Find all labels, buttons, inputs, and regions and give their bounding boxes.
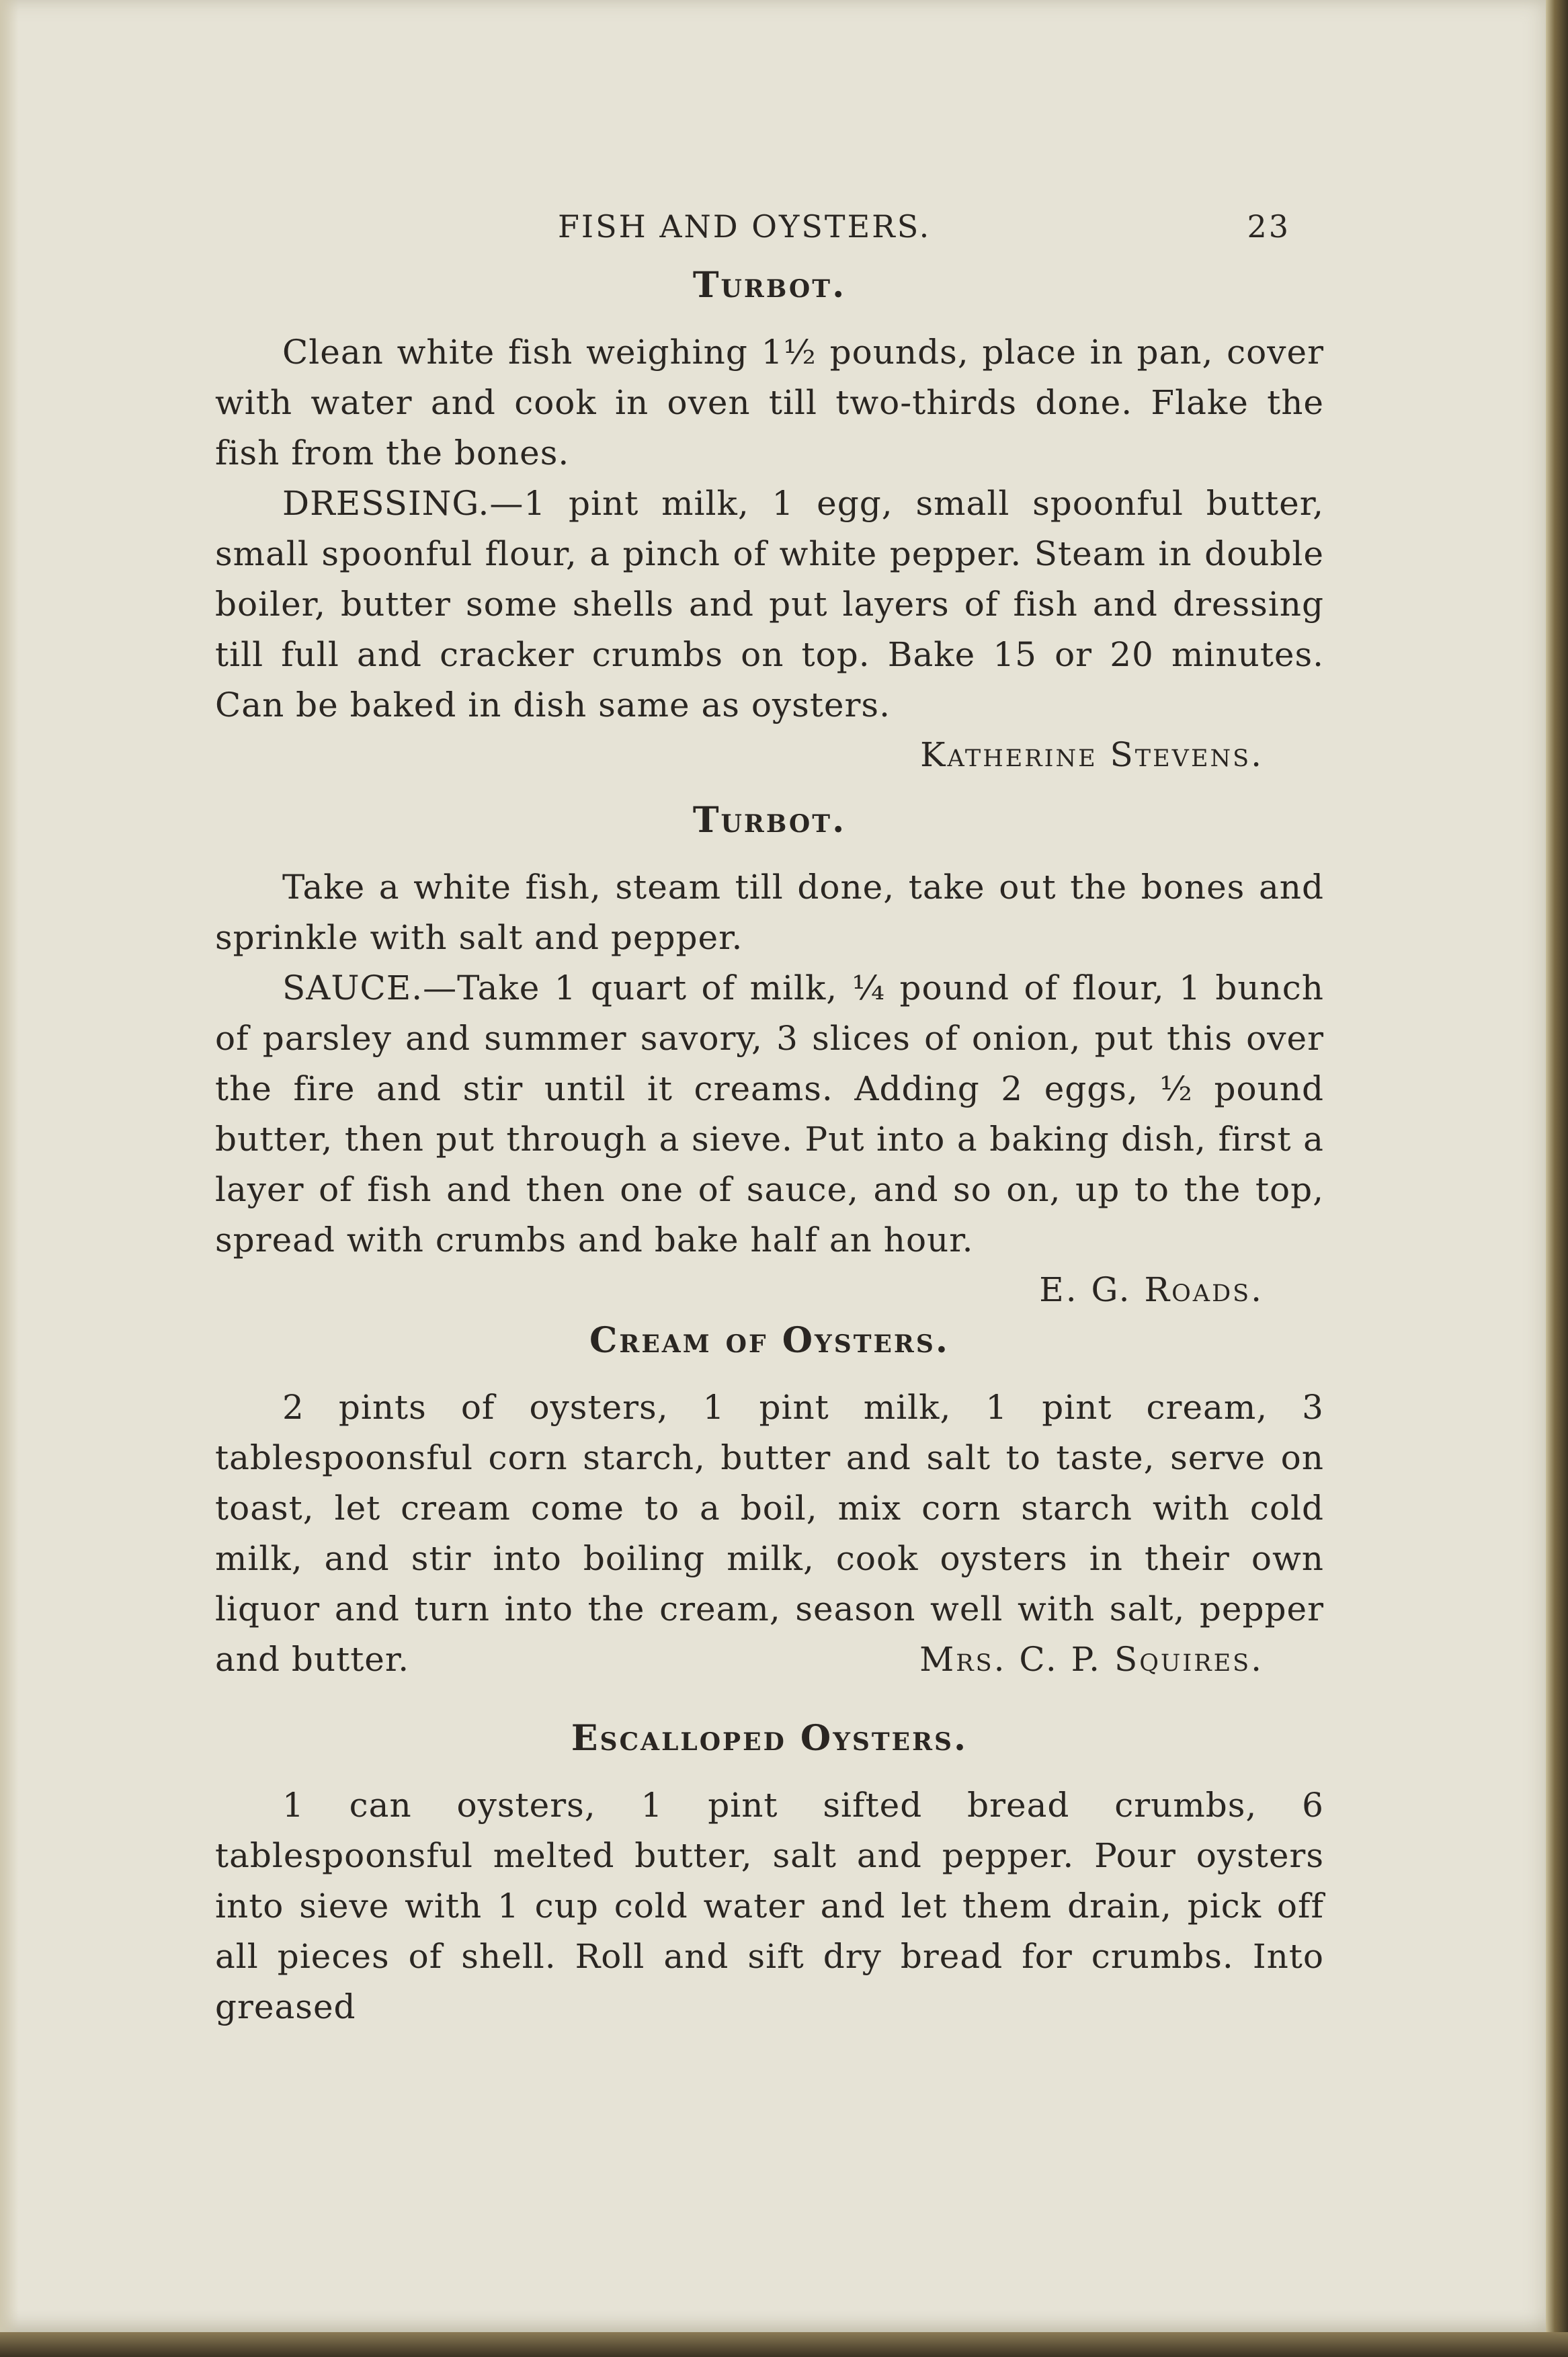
recipe-paragraph: Clean white fish weighing 1½ pounds, place in pan, cover with water and cook in oven till two-thirds done. Flake the fish from the bones. xyxy=(215,333,1324,472)
recipe-title: Turbot. xyxy=(692,265,847,306)
running-head xyxy=(215,195,1324,259)
recipe-turbot-2 xyxy=(215,794,1324,1314)
recipe-paragraph: DRESSING.—1 pint milk, 1 egg, small spoonful butter, small spoonful flour, a pinch of white pepper. Steam in double boiler, butter some shells and put layers of fish and dressing till full and cracker crumbs on top. Bake 15 or 20 minutes. Can be baked in dish same as oysters. xyxy=(215,484,1324,725)
recipe-title: Turbot. xyxy=(692,800,847,841)
chapter-title: FISH AND OYSTERS. xyxy=(558,208,932,245)
page-number: 23 xyxy=(1247,208,1290,245)
page-gutter-shadow xyxy=(0,0,19,2332)
page-content xyxy=(215,195,1324,2032)
recipe-paragraph: Take a white fish, steam till done, take out the bones and sprinkle with salt and pepper. xyxy=(215,868,1324,957)
recipe-contributor: Mrs. C. P. Squires. xyxy=(919,1640,1264,1679)
recipe-paragraph: SAUCE.—Take 1 quart of milk, ¼ pound of flour, 1 bunch of parsley and summer savory, 3 slices of onion, put this over the fire and stir until it creams. Adding 2 eggs, ½ pound butter, then put through a sieve. Put into a baking dish, first a layer of fish and then one of sauce, and so on, up to the top, spread with crumbs and bake half an hour. xyxy=(215,968,1324,1259)
recipe-paragraph: 1 can oysters, 1 pint sifted bread crumbs, 6 tablespoonsful melted butter, salt and pepper. Pour oysters into sieve with 1 cup cold water and let them drain, pick off all pieces of shell. Roll and sift dry bread for crumbs. Into greased xyxy=(215,1786,1324,2026)
recipe-cream-of-oysters xyxy=(215,1314,1324,1685)
recipe-paragraph xyxy=(215,1382,1324,1685)
recipe-paragraph-text: 2 pints of oysters, 1 pint milk, 1 pint cream, 3 tablespoonsful corn starch, butter and salt to taste, serve on toast, let cream come to a boil, mix corn starch with cold milk, and stir into boiling milk, cook oysters in their own liquor and turn into the cream, season well with salt, pepper and butter. xyxy=(215,1388,1324,1679)
recipe-contributor: E. G. Roads. xyxy=(1039,1270,1264,1309)
book-edge-bottom xyxy=(0,2332,1568,2357)
recipe-title: Escalloped Oysters. xyxy=(571,1718,968,1759)
recipe-title: Cream of Oysters. xyxy=(589,1320,950,1361)
book-edge-right xyxy=(1546,0,1568,2357)
recipe-contributor: Katherine Stevens. xyxy=(920,735,1264,774)
recipe-turbot-1 xyxy=(215,259,1324,779)
recipe-escalloped-oysters xyxy=(215,1712,1324,2032)
